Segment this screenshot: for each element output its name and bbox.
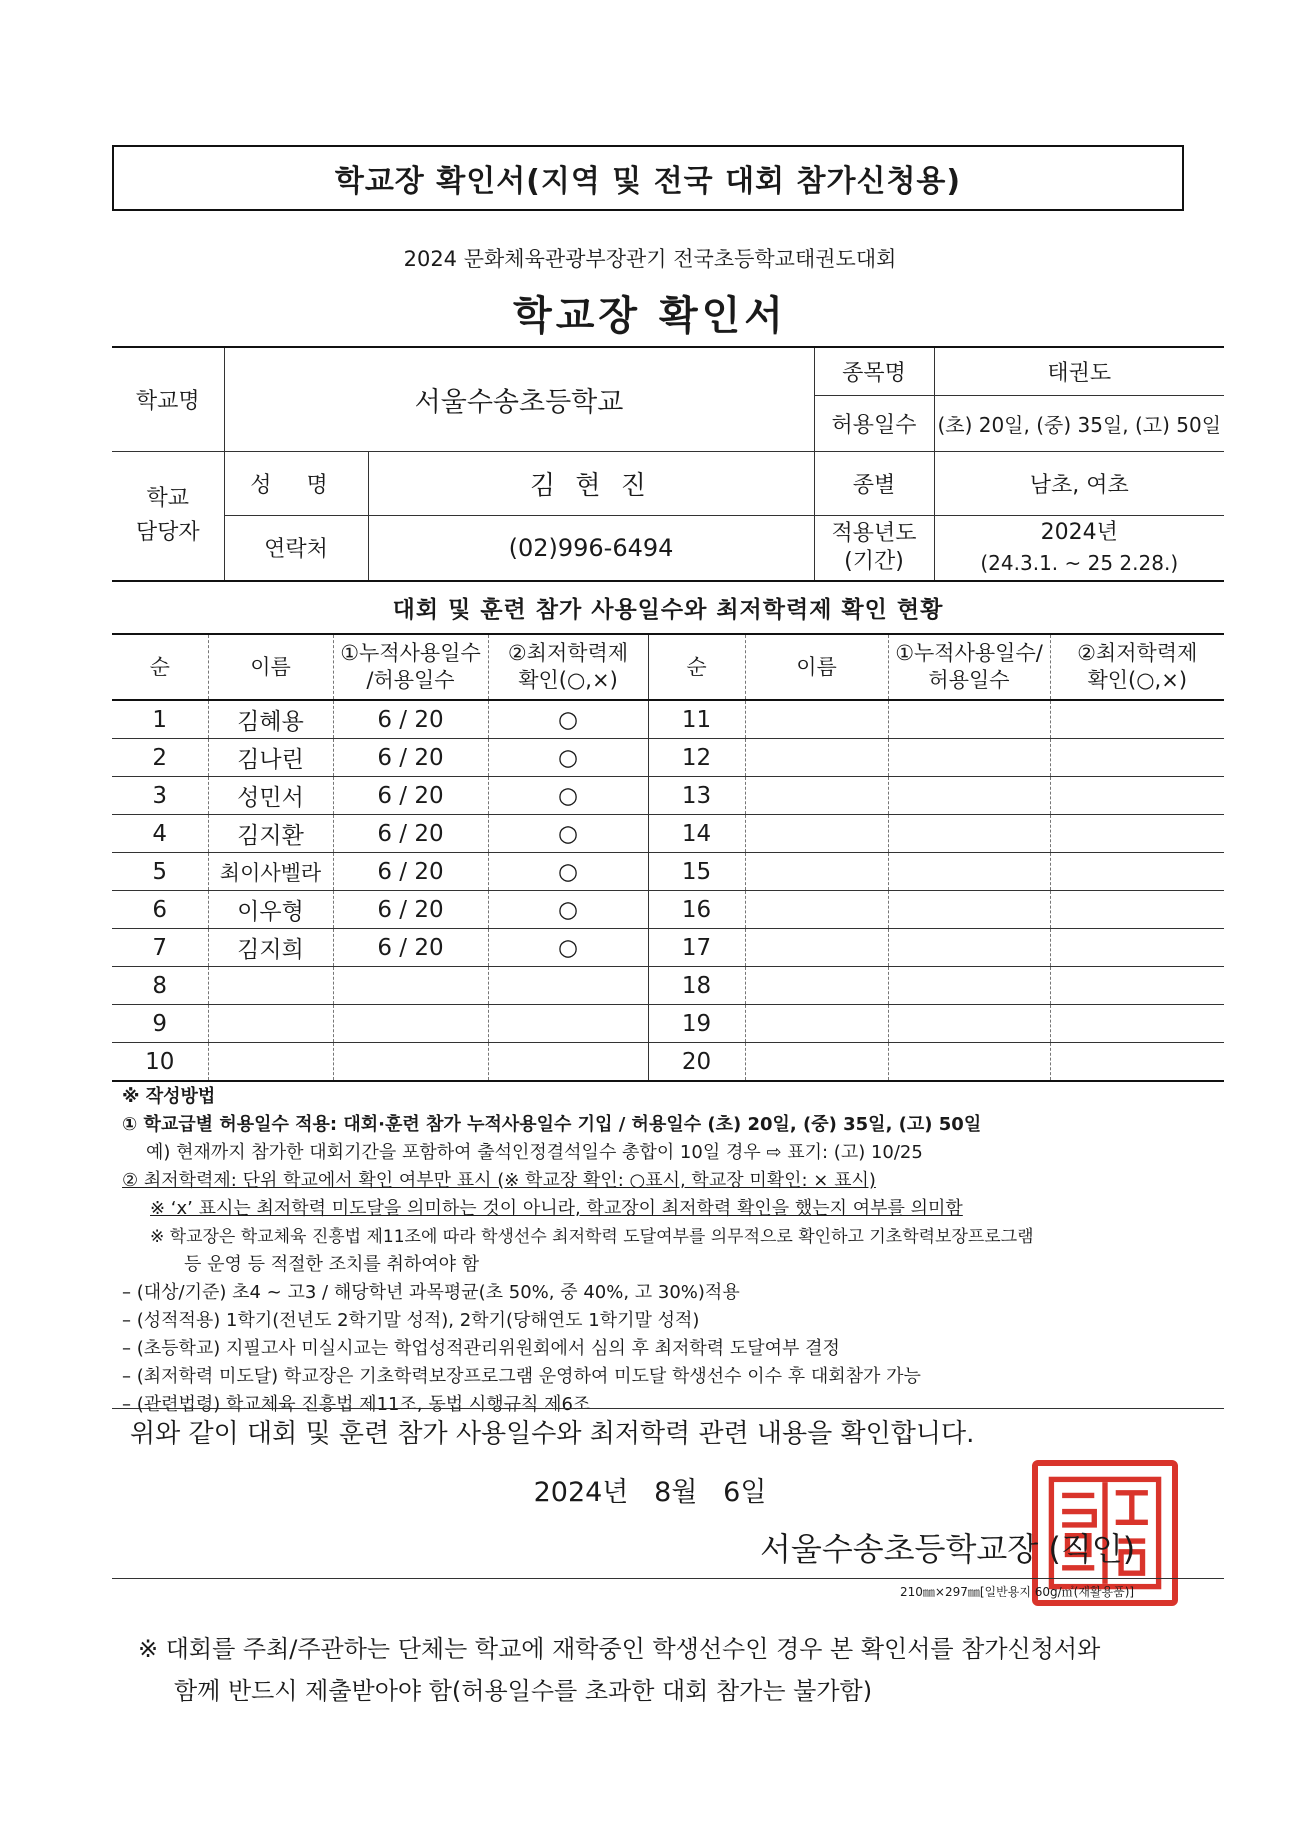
row-days: 6 / 20 bbox=[333, 891, 488, 929]
row-days-right bbox=[888, 777, 1050, 815]
row-no-right: 17 bbox=[648, 929, 745, 967]
manager-name: 김 현 진 bbox=[368, 451, 814, 515]
divider-bottom bbox=[112, 1578, 1224, 1579]
row-name-right bbox=[745, 1005, 888, 1043]
row-days: 6 / 20 bbox=[333, 815, 488, 853]
col-days-line2: /허용일수 bbox=[366, 668, 455, 692]
table-row bbox=[112, 777, 1224, 815]
row-no-right: 14 bbox=[648, 815, 745, 853]
row-check: ○ bbox=[488, 700, 648, 739]
notes-heading: ※ 작성방법 bbox=[122, 1086, 216, 1107]
col-days-right-line2: 허용일수 bbox=[928, 668, 1010, 692]
col-check-right-line2: 확인(○,×) bbox=[1087, 668, 1188, 692]
table-row bbox=[112, 739, 1224, 777]
row-check-right bbox=[1050, 967, 1224, 1005]
row-name-right bbox=[745, 853, 888, 891]
row-days-right bbox=[888, 853, 1050, 891]
row-days: 6 / 20 bbox=[333, 739, 488, 777]
row-name-right bbox=[745, 815, 888, 853]
row-check bbox=[488, 967, 648, 1005]
col-check-line2: 확인(○,×) bbox=[518, 668, 618, 692]
confirmation-text: 위와 같이 대회 및 훈련 참가 사용일수와 최저학력 관련 내용을 확인합니다. bbox=[130, 1419, 975, 1449]
notes-line-9: – (초등학교) 지필고사 미실시교는 학업성적관리위원회에서 심의 후 최저학력 도달여부 결정 bbox=[122, 1338, 840, 1359]
row-check-right bbox=[1050, 815, 1224, 853]
row-check-right bbox=[1050, 1043, 1224, 1082]
row-check: ○ bbox=[488, 929, 648, 967]
row-check bbox=[488, 1043, 648, 1082]
row-no: 2 bbox=[112, 739, 208, 777]
year-label-line1: 적용년도 bbox=[831, 520, 917, 546]
row-name-right bbox=[745, 739, 888, 777]
name-label: 성 명 bbox=[224, 451, 368, 515]
row-days-right bbox=[888, 891, 1050, 929]
row-days: 6 / 20 bbox=[333, 700, 488, 739]
row-no-right: 11 bbox=[648, 700, 745, 739]
row-name: 김지환 bbox=[208, 815, 333, 853]
row-name: 최이사벨라 bbox=[208, 853, 333, 891]
col-check-right bbox=[1050, 634, 1224, 700]
row-check: ○ bbox=[488, 815, 648, 853]
row-no: 5 bbox=[112, 853, 208, 891]
row-no: 10 bbox=[145, 1048, 175, 1075]
table-row bbox=[112, 815, 1224, 853]
row-check: ○ bbox=[488, 891, 648, 929]
row-no: 1 bbox=[112, 700, 208, 739]
row-no-right: 13 bbox=[648, 777, 745, 815]
manager-label: 학교 담당자 bbox=[112, 451, 224, 581]
notes-line-10: – (최저학력 미도달) 학교장은 기초학력보장프로그램 운영하여 미도달 학생선수 이수 후 대회참가 가능 bbox=[122, 1366, 921, 1387]
row-no: 7 bbox=[112, 929, 208, 967]
issue-date: 2024년 8월 6일 bbox=[533, 1477, 767, 1508]
year-label-line2: (기간) bbox=[844, 548, 904, 574]
row-check-right bbox=[1050, 853, 1224, 891]
year-value-cell bbox=[934, 515, 1224, 581]
table-row bbox=[112, 1005, 1224, 1043]
notes-line-6: 등 운영 등 적절한 조치를 취하여야 함 bbox=[184, 1254, 480, 1275]
principal-signature: 서울수송초등학교장 (직인) bbox=[760, 1530, 1136, 1568]
row-check: ○ bbox=[488, 853, 648, 891]
category-value: 남초, 여초 bbox=[934, 451, 1224, 515]
col-name: 이름 bbox=[208, 634, 333, 700]
main-title: 학교장 확인서 bbox=[513, 293, 787, 339]
box-title-text: 학교장 확인서(지역 및 전국 대회 참가신청용) bbox=[334, 164, 962, 199]
col-check-line1: ②최저학력제 bbox=[507, 641, 629, 665]
table-row bbox=[112, 700, 1224, 739]
row-name: 김혜용 bbox=[208, 700, 333, 739]
row-days bbox=[333, 1005, 488, 1043]
notes-line-4: ※ ‘x’ 표시는 최저학력 미도달을 의미하는 것이 아니라, 학교장이 최저학력 확인을 했는지 여부를 의미함 bbox=[150, 1198, 963, 1219]
row-days-right bbox=[888, 1005, 1050, 1043]
row-check: ○ bbox=[488, 739, 648, 777]
row-name bbox=[208, 967, 333, 1005]
row-days bbox=[333, 1043, 488, 1082]
row-no-right: 18 bbox=[648, 967, 745, 1005]
col-days-right-line1: ①누적사용일수/ bbox=[895, 641, 1043, 665]
event-value: 태권도 bbox=[934, 347, 1224, 395]
row-no: 8 bbox=[112, 967, 208, 1005]
row-check-right bbox=[1050, 1005, 1224, 1043]
row-days-right bbox=[888, 1043, 1050, 1082]
roster-section-title: 대회 및 훈련 참가 사용일수와 최저학력제 확인 현황 bbox=[392, 597, 944, 623]
row-name bbox=[208, 1043, 333, 1082]
table-row bbox=[112, 891, 1224, 929]
row-check-right bbox=[1050, 700, 1224, 739]
footnote-line-2: 함께 반드시 제출받아야 함(허용일수를 초과한 대회 참가는 불가함) bbox=[174, 1677, 873, 1705]
table-row bbox=[112, 929, 1224, 967]
footnote-line-1: ※ 대회를 주최/주관하는 단체는 학교에 재학중인 학생선수인 경우 본 확인서를 참가신청서와 bbox=[138, 1635, 1101, 1663]
row-days: 6 / 20 bbox=[333, 777, 488, 815]
submission-footnote bbox=[138, 1628, 1100, 1712]
row-name-right bbox=[745, 967, 888, 1005]
allowed-days-label: 허용일수 bbox=[814, 395, 934, 451]
row-check-right bbox=[1050, 929, 1224, 967]
table-row bbox=[112, 1043, 1224, 1082]
notes-line-1: ① 학교급별 허용일수 적용: 대회·훈련 참가 누적사용일수 기입 / 허용일수 (초) 20일, (중) 35일, (고) 50일 bbox=[122, 1114, 982, 1135]
school-name: 서울수송초등학교 bbox=[224, 347, 814, 451]
row-days-right bbox=[888, 700, 1050, 739]
col-days-line1: ①누적사용일수 bbox=[340, 641, 481, 665]
roster-table bbox=[112, 633, 1224, 1082]
category-label: 종별 bbox=[814, 451, 934, 515]
row-no: 6 bbox=[112, 891, 208, 929]
row-name: 성민서 bbox=[208, 777, 333, 815]
divider-top bbox=[112, 1408, 1224, 1409]
period-value: (24.3.1. ~ 25 2.28.) bbox=[980, 550, 1179, 575]
notes-line-11: – (관련법령) 학교체육 진흥법 제11조, 동법 시행규칙 제6조 bbox=[122, 1394, 591, 1415]
table-row bbox=[112, 967, 1224, 1005]
paper-spec: 210㎜×297㎜[일반용지 60g/㎡(재활용품)] bbox=[900, 1585, 1135, 1599]
row-name-right bbox=[745, 777, 888, 815]
school-info-table bbox=[112, 346, 1224, 582]
row-days-right bbox=[888, 967, 1050, 1005]
writing-instructions bbox=[122, 1083, 1242, 1419]
row-days: 6 / 20 bbox=[333, 853, 488, 891]
row-name-right bbox=[745, 700, 888, 739]
col-no: 순 bbox=[112, 634, 208, 700]
row-days-right bbox=[888, 929, 1050, 967]
notes-line-8: – (성적적용) 1학기(전년도 2학기말 성적), 2학기(당해연도 1학기말 성적) bbox=[122, 1310, 700, 1331]
contact-label: 연락처 bbox=[224, 515, 368, 581]
row-no: 3 bbox=[112, 777, 208, 815]
col-check bbox=[488, 634, 648, 700]
year-value: 2024년 bbox=[1040, 519, 1118, 545]
row-no-right: 16 bbox=[648, 891, 745, 929]
row-no-right: 12 bbox=[648, 739, 745, 777]
row-name: 김나린 bbox=[208, 739, 333, 777]
row-name: 이우형 bbox=[208, 891, 333, 929]
event-subtitle: 2024 문화체육관광부장관기 전국초등학교태권도대회 bbox=[403, 247, 897, 271]
contact-value: (02)996-6494 bbox=[368, 515, 814, 581]
table-row bbox=[112, 853, 1224, 891]
row-no: 4 bbox=[112, 815, 208, 853]
row-no-right: 20 bbox=[648, 1043, 745, 1082]
row-name-right bbox=[745, 891, 888, 929]
row-name bbox=[208, 1005, 333, 1043]
row-no: 9 bbox=[112, 1005, 208, 1043]
row-check-right bbox=[1050, 777, 1224, 815]
notes-line-2: 예) 현재까지 참가한 대회기간을 포함하여 출석인정결석일수 총합이 10일 경우 ⇨ 표기: (고) 10/25 bbox=[146, 1142, 923, 1163]
row-no-right: 15 bbox=[648, 853, 745, 891]
row-name-right bbox=[745, 929, 888, 967]
allowed-days-value: (초) 20일, (중) 35일, (고) 50일 bbox=[934, 395, 1224, 451]
year-label bbox=[814, 515, 934, 581]
event-label: 종목명 bbox=[814, 347, 934, 395]
col-check-right-line1: ②최저학력제 bbox=[1077, 641, 1198, 665]
col-no-right: 순 bbox=[648, 634, 745, 700]
row-days: 6 / 20 bbox=[333, 929, 488, 967]
notes-line-5: ※ 학교장은 학교체육 진흥법 제11조에 따라 학생선수 최저학력 도달여부를 의무적으로 확인하고 기초학력보장프로그램 bbox=[150, 1227, 1034, 1247]
row-name: 김지희 bbox=[208, 929, 333, 967]
row-check bbox=[488, 1005, 648, 1043]
row-check: ○ bbox=[488, 777, 648, 815]
row-check-right bbox=[1050, 739, 1224, 777]
row-no-right: 19 bbox=[648, 1005, 745, 1043]
row-name-right bbox=[745, 1043, 888, 1082]
col-days-right bbox=[888, 634, 1050, 700]
row-days bbox=[333, 967, 488, 1005]
col-days bbox=[333, 634, 488, 700]
row-days-right bbox=[888, 739, 1050, 777]
notes-line-7: – (대상/기준) 초4 ~ 고3 / 해당학년 과목평균(초 50%, 중 40%, 고 30%)적용 bbox=[122, 1282, 740, 1303]
notes-line-3: ② 최저학력제: 단위 학교에서 확인 여부만 표시 (※ 학교장 확인: ○표시, 학교장 미확인: × 표시) bbox=[122, 1170, 876, 1191]
row-days-right bbox=[888, 815, 1050, 853]
school-label: 학교명 bbox=[112, 347, 224, 451]
document-box-title bbox=[112, 145, 1184, 211]
col-name-right: 이름 bbox=[745, 634, 888, 700]
row-check-right bbox=[1050, 891, 1224, 929]
